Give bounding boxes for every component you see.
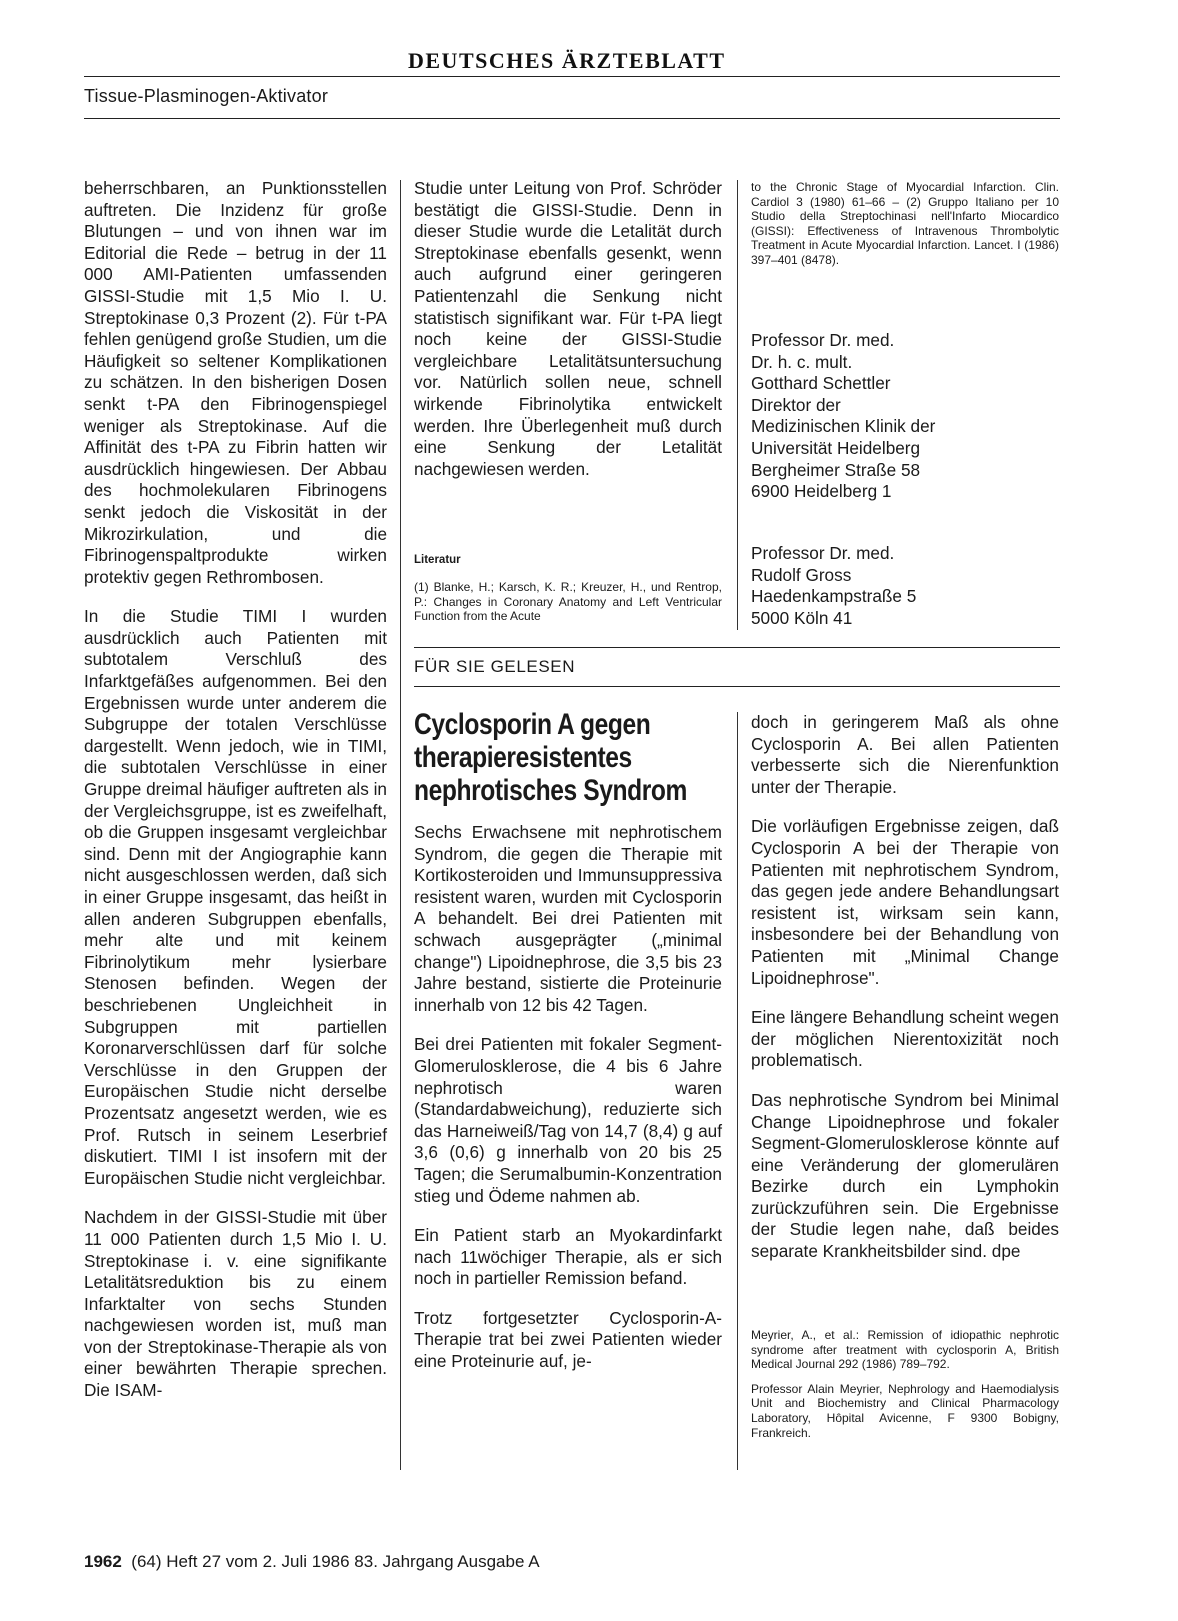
article-paragraph: Bei drei Patienten mit fokaler Segment-Glomerulosklerose, die 4 bis 6 Jahre nephrotisch waren (Standardabweichung), reduzierte sich das Harneiweiß/Tag von 14,7 (8,4) g auf 3,6 (0,6) g innerhalb von 20 bis 25 Tagen; die Serumalbumin-Konzentration stieg und Ödeme nahmen ab. [414,1034,722,1206]
section-label: FÜR SIE GELESEN [414,657,576,676]
headline-line: nephrotisches Syndrom [414,774,687,807]
address-line: Rudolf Gross [751,564,852,585]
headline-line: Cyclosporin A gegen [414,708,651,741]
col1-paragraph: In die Studie TIMI I wurden ausdrücklich auch Patienten mit subtotalem Verschluß des Infarktgefäßes aufgenommen. Bei den Ergebnissen wurde unter anderem die Subgruppe der totalen Verschlüsse dargestellt. Wenn jedoch, wie in TIMI, die subtotalen Verschlüsse in einer Gruppe dreimal häufiger auftreten als in der Vergleichsgruppe, ist es zweifelhaft, ob die Gruppen insgesamt vergleichbar sind. Denn mit der Angiographie kann nicht ausgeschlossen werden, daß sich in einer Gruppe insgesamt, das heißt in allen anderen Subgruppen ebenfalls, mehr alte und mit keinem Fibrinolytikum mehr lysierbare Stenosen befinden. Wegen der beschriebenen Ungleichheit in Subgruppen mit partiellen Koronarverschlüssen darf für solche Verschlüsse in den Gruppen der Europäischen Studie nicht derselbe Prozentsatz angesetzt werden, wie es Prof. Rutsch in seinem Leserbrief diskutiert. TIMI I ist insofern mit der Europäischen Studie nicht vergleichbar. [84,606,387,1188]
article-paragraph: doch in geringerem Maß als ohne Cyclosporin A. Bei allen Patienten verbesserte sich die Nierenfunktion unter der Therapie. [751,712,1059,797]
article-paragraph: Trotz fortgesetzter Cyclosporin-A-Therapie trat bei zwei Patienten wieder eine Proteinurie auf, je- [414,1307,722,1372]
address-line: Dr. h. c. mult. [751,351,853,372]
column-divider-2-bottom [737,712,738,1470]
section-rule-bottom [414,686,1060,687]
col1-paragraph: Nachdem in der GISSI-Studie mit über 11 000 Patienten durch 1,5 Mio I. U. Streptokinase i. v. eine signifikante Letalitätsreduktion bis zu einem Infarktalter von sechs Stunden nachgewiesen worden ist, muß man von der Streptokinase-Therapie als von einer bewährten Therapie sprechen. Die ISAM- [84,1207,387,1401]
article-headline [414,708,687,807]
column-2-top [414,178,722,498]
literature-list [414,580,722,634]
article-paragraph: Ein Patient starb an Myokardinfarkt nach 11wöchiger Therapie, als er sich noch in partieller Remission befand. [414,1225,722,1289]
article-author-note: Professor Alain Meyrier, Nephrology and Haemodialysis Unit and Biochemistry and Clinical Pharmacology Laboratory, Hôpital Avicenne, F 9300 Bobigny, Frankreich. [751,1381,1059,1440]
literature-heading: Literatur [414,554,461,566]
column-1 [84,178,387,1420]
page-number: 1962 [84,1552,122,1571]
address-line: Professor Dr. med. [751,330,895,350]
literature-continued [751,180,1059,278]
address-line: Direktor der [751,394,841,415]
author-address-1 [751,330,935,503]
column-divider-2-top [737,180,738,630]
issue-info: (64) Heft 27 vom 2. Juli 1986 83. Jahrgang Ausgabe A [131,1552,540,1571]
running-head: Tissue-Plasminogen-Aktivator [84,86,329,106]
address-line: Professor Dr. med. [751,543,895,563]
header-rule-bottom [84,118,1060,119]
address-line: Medizinischen Klinik der [751,416,936,437]
address-line: Gotthard Schettler [751,373,891,394]
author-address-2 [751,543,916,629]
article-paragraph: Eine längere Behandlung scheint wegen der möglichen Nierentoxizität noch problematisch. [751,1007,1059,1071]
literature-entry: (1) Blanke, H.; Karsch, K. R.; Kreuzer, H., und Rentrop, P.: Changes in Coronary Anatomy and Left Ventricular Function from the Acute [414,580,722,624]
article-paragraph: Das nephrotische Syndrom bei Minimal Change Lipoidnephrose und fokaler Segment-Glomerulosklerose könnte auf eine Veränderung der glomerulären Bezirke durch ein Lymphokin zurückzuführen sein. Die Ergebnisse der Studie legen nahe, daß beides separate Krankheitsbilder sind. dpe [751,1089,1059,1262]
header-rule-top [84,76,1060,77]
address-line: 5000 Köln 41 [751,607,853,628]
article-reference: Meyrier, A., et al.: Remission of idiopathic nephrotic syndrome after treatment with cyclosporin A, British Medical Journal 292 (1986) 789–792. [751,1328,1059,1372]
page-footer [84,1552,540,1572]
article-column-right [751,712,1059,1281]
article-paragraph: Die vorläufigen Ergebnisse zeigen, daß Cyclosporin A bei der Therapie von Patienten mit nephrotischem Syndrom, das gegen jede andere Behandlungsart resistent ist, wirksam sein kann, insbesondere bei der Behandlung von Patienten mit „Minimal Change Lipoidnephrose". [751,816,1059,988]
address-line: 6900 Heidelberg 1 [751,481,892,502]
address-line: Universität Heidelberg [751,437,921,458]
article-column-left [414,822,722,1391]
address-line: Haedenkampstraße 5 [751,586,917,607]
headline-line: therapieresistentes [414,741,632,774]
literature-entry: to the Chronic Stage of Myocardial Infarction. Clin. Cardiol 3 (1980) 61–66 – (2) Gruppo Italiano per 10 Studio della Streptochinasi nell'Infarto Miocardico (GISSI): Effectiveness of Intravenous Thrombolytic Treatment in Acute Myocardial Infarction. Lancet. I (1986) 397–401 (8478). [751,180,1059,267]
article-paragraph: Sechs Erwachsene mit nephrotischem Syndrom, die gegen die Therapie mit Kortikosteroiden und Immunsuppressiva resistent waren, wurden mit Cyclosporin A behandelt. Bei drei Patienten mit schwach ausgeprägter („minimal change") Lipoidnephrose, die 3,5 bis 23 Jahre bestand, sistierte die Proteinurie innerhalb von 12 bis 42 Tagen. [414,822,722,1015]
address-line: Bergheimer Straße 58 [751,459,921,480]
col2-paragraph: Studie unter Leitung von Prof. Schröder bestätigt die GISSI-Studie. Denn in dieser Studie wurde die Letalität durch Streptokinase ebenfalls gesenkt, wenn auch aufgrund einer geringeren Patientenzahl die Senkung nicht statistisch signifikant war. Für t-PA liegt noch keine der GISSI-Studie vergleichbare Letalitätsuntersuchung vor. Natürlich sollen neue, schnell wirkende Fibrinolytika entwickelt werden. Ihre Überlegenheit muß durch eine Senkung der Letalität nachgewiesen werden. [414,178,722,479]
column-divider-1 [400,180,401,1470]
article-references [751,1328,1059,1450]
masthead: DEUTSCHES ÄRZTEBLATT [408,48,726,73]
section-rule-top [414,647,1060,648]
col1-paragraph: beherrschbaren, an Punktionsstellen auftreten. Die Inzidenz für große Blutungen – und von ihnen war im Editorial die Rede – betrug in der 11 000 AMI-Patienten umfassenden GISSI-Studie mit 1,5 Mio I. U. Streptokinase 0,3 Prozent (2). Für t-PA fehlen genügend große Studien, um die Häufigkeit so seltener Komplikationen zu schätzen. In den bisherigen Dosen senkt t-PA den Fibrinogenspiegel weniger als Streptokinase. Auf die Affinität des t-PA zu Fibrin hatten wir ausdrücklich hingewiesen. Der Abbau des hochmolekularen Fibrinogens senkt jedoch die Viskosität in der Mikrozirkulation, und die Fibrinogenspaltprodukte wirken protektiv gegen Rethrombosen. [84,178,387,587]
